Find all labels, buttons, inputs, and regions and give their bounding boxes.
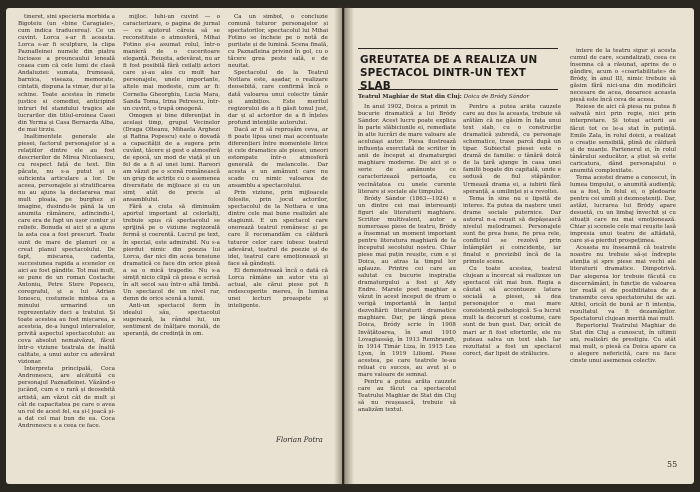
- paragraph: Cu toate acestea, teatrul clujean a încercat să realizeze un spectacol cât mai bun. Regia a căutat să accentueze latura socială a piesei, să dea personajelor o mai mare consistență psihologică. S-a lucrat mult la decoruri și costume, care sunt de bun gust. Dar, oricât de mari ar fi fost eforturile, ele nu puteau salva un text slab. Iar rezultatul a fost un spectacol corect, dar lipsit de strălucire.: [463, 266, 561, 357]
- paragraph: Reiese de aici că piesa nu putea fi salvată nici prin regie, nici prin interpretare. Și totuși actorii au făcut tot ce le-a stat în putință. Emile Zala, în rolul doicii, a realizat o creație sensibilă, plină de căldură și de nuanțe. Partenerul ei, în rolul tânărului seducător, a știut să evite caricatura, dând personajului o anumită complexitate.: [570, 104, 676, 174]
- paragraph: Dacă ar fi să reproșăm ceva, ar fi poate lipsa unei mai accentuate diferențieri între momentele lirice și cele dramatice ale piesei, uneori estompate într-o atmosferă generală de melancolie. Dar acesta e un amănunt care nu scade cu nimic valoarea de ansamblu a spectacolului.: [228, 126, 328, 190]
- right-column-3: [570, 48, 676, 458]
- byline-theatre: Teatrul Maghiar de Stat din Cluj:: [358, 94, 462, 100]
- paragraph: Pentru a putea arăta cauzele care au făcut ca spectacolul Teatrului Maghiar de Stat din Cluj să nu reușească, trebuie să analizăm textul.: [358, 378, 456, 414]
- paragraph: Pentru a putea arăta cauzele care au dus la aceasta, trebuie să arătăm că ne găsim în fața unui text slab, cu o construcție dramatică șubredă, cu personaje schematice, trase parcă după un tipar. Subiectul piesei este o dramă de familie: o tânără doică de la țară ajunge în casa unei familii bogate din capitală, unde e sedusă de fiul stăpânilor. Urmează drama ei, a iubirii fără speranță, a umilinței și a revoltei.: [463, 104, 561, 195]
- left-column-3: [228, 14, 328, 432]
- paragraph: Bródy Sándor (1863—1924) e un dintre cei mai interesanți figuri ale literaturii maghiare. Scriitor multivalent, autor a numeroase piese de teatru, Bródy a însemnat un moment important pentru literatura maghiară de la începutul secolului nostru. Chiar piese mai puțin reușite, cum e și Doica, au atras la timpul lor aplauze. Printre cei care au salutat cu bucurie inspirația dramaturgului a fost și Ady Endre. Marele poet maghiar a văzut în acest început de drum o verigă importantă în lanțul dezvoltării literaturii dramatice maghiare. Dar, pe lângă piesa Doica, Bródy scrie în 1908 Invățătoarea, în anul 1910 Lovagiasság, în 1913 Rembrandt, în 1914 Timár Liza, în 1915 Lea Lyon, în 1919 Lilioml. Piese acestea, pe care teatrele le-au reluat cu succes, au avut și o mare valoare de semnal.: [358, 195, 456, 378]
- byline-play: Doica de Bródy Sándor: [463, 94, 530, 100]
- book-gutter: [334, 6, 354, 486]
- paragraph: In anul 1902, Doica a primit în bucurie dramatică a lui Bródy Sándor. Acest lucru poate explica în parte slăbiciunile ei, remediate în alte lucrări de mare valoare ale aceluiași autor. Piesa ilustrează influența exercitată de scriitor în anii de început ai dramaturgiei maghiare moderne. De aici și o serie de amănunte ce caracterizează perioada, cu vecinătatea cu unele curente literare și sociale ale timpului.: [358, 104, 456, 195]
- paragraph: mijloc. Iuhi-un cuvint — o caracterizare, o pagina de jurnal — cu ajutorul căreia să se reconstituie o atmosferă, Mihai Fotino și-a asumat rolul, într-o manieră de o cuceritoare eleganță. Reușita, adevărat, nu ar fi fost posibilă fără ceilalți actori care și-au ales cu mult har personajele, unele importante, altele mai modeste, cum ar fi: Cornelia Gheorghiu, Lucia Mara, Sanda Toma, Irina Petrescu, într-un cuvint, o trupă omogenă.: [123, 14, 220, 112]
- left-column-1: [18, 14, 115, 474]
- article-byline: [358, 94, 568, 100]
- paragraph: tineret, sini specieria morbida a Bigoteiu (un «bine Caragiale», cum indica traducerea). Ce un cuvint. Lorca s-ar fi aceasta. Lorca s-ar fi sculpture, la clipa Paznafleinei numele din piatra lucioase a prouncaului leneală ceaea cum că cele lumi de clasă Andaluziei: sumata, frumoasă, barnica, viseaza, memorate, cintatii, dispuna la vimar, dur și la schine. Toate acestea în rimete justice si comediei, anticipind intruri fel standului tragice ale lucrarilor din titlul-eroinea Casei din Yerma și Casa Bernarda Alba, de mai tirziu.: [18, 14, 115, 133]
- headline-box: [358, 48, 558, 90]
- paragraph: Tema în sine nu e lipsită de interes. Ea putea da naștere unei drame sociale puternice. Dar autorul n-a reușit să depășească nivelul melodramei. Personajele sunt fie prea bune, fie prea rele, conflictul se rezolvă prin întâmplări și coincidențe, iar finalul e previzibil încă de la primele scene.: [463, 195, 561, 266]
- paragraph: Interpreta principală, Coca Andronescu, are alcătuită cu personajul Paznafleinei. Văzând-o jucând, cum e o rară și deosebită artistă, am văzut cât de mult și cât de capacitatea pe care o avea un rol de acest fel, ea și-l joacă și-a dat cel mai bun de ea. Coca Andronescu e a ceea ce face.: [18, 366, 115, 429]
- paragraph: Prin viziune, prin mijloacele folosite, prin jocul actorilor, spectacolul de la Nottara e una dintre cele mai bune realizări ale stagiunii. E un spectacol care onorează teatrul românesc și pe care îl recomandăm cu căldură tuturor celor care iubesc teatrul adevărat, teatrul de poezie și de idei, teatrul care emoționează și face să gândești.: [228, 190, 328, 267]
- left-page: [6, 8, 342, 484]
- paragraph: Inaltimentele generale ale piesei, factorul personajelor și a relațiilor dintre ele au fost descrierilor de Mirea Nicolaescu, cu respect față de text. Din păcate, nu s-a putut și o suficienta articulare a lor. De aceea, personajele și stratificarea nu au ajuns la declararea mai mult ploaia, pe burghez și imagine, dusindu-le până la un anumita rămânere, adincindu-l, care era de fapt un ușor contur și reliefe. Bonuda ei aici și a ajuns la asta cea a fost prescurt. Toate sunt de mare de planuri ce a creat planul spectacolului. De fapt, miscarea, cadenta, succesiunea rapida a scenelor ce aici au fost gândite. Tot mai mult, se pune de un roman Costache Antoniu, Petre Stere Popescu, coregraful, și a lui Adrian Ionescu, costumele mintea ca a minului urmarind un reprezentativ deci a tratului. Și toate acestea au fost mișcarea, a acesteia, de-a lungul intervalelor, privită aspectul spectacolului: au ceva absolut nemaivăzut, făcut într-o viziune teatrala de înaltă calitate, a unui autor cu adevărat vizionar.: [18, 133, 115, 366]
- author-signature: Florian Potra: [276, 436, 323, 444]
- left-column-2: [123, 14, 220, 474]
- paragraph: Anti-un spectacol ferm în idealul său, spectacolul sugerează, la rândul lui, un sentiment de înălțare morală, de speranță, de credință în om.: [123, 302, 220, 338]
- paragraph: Repertoriul Teatrului Maghiar de Stat din Cluj a cunoscut, în ultimii ani, realizări de prestigiu. Cu atât mai mult, o piesă ca Doica apare ca o alegere nefericită, care nu face cinste unui asemenea colectiv.: [570, 322, 676, 365]
- right-page: [344, 8, 694, 484]
- paragraph: Ca un simbol, o concluzie comună tuturor personajelor și spectatorilor, spectacolul lui Mihai Fotino se încheie pe o notă de puritate și de lumină. Scena finală, cu Paznafleina privind în gol, cu o tăcere grea peste sală, e de neuitat.: [228, 14, 328, 70]
- paragraph: Aceasta nu înseamnă că teatrele noastre nu trebuie să-și îndrepte atenția și spre piese mai vechi ale literaturii dramatice. Dimpotrivă. Dar alegerea lor trebuie făcută cu discernământ, în funcție de valoarea lor reală și de posibilitatea de a transmite ceva spectatorului de azi. Altfel, oricât de bună ar fi intenția, rezultatul va fi dezamăgitor. Spectatorul clujean merită mai mult.: [570, 245, 676, 322]
- right-column-1: [358, 104, 456, 479]
- page-number: 55: [667, 460, 678, 469]
- paragraph: Omogen și bine diferențiat în același timp, grupul Vecinelor (Draga Olteanu, Mihaela Arghezi și Rafina Popescu) este o dovadă a capacității de a sugera prin cuvânt, tăcere și gest o atmosferă de epocă, un mod de viață și un fel de a fi al unei lumi. Rareori am văzut pe o scenă românească un grup de actrițe cu o asemenea diversitate de mijloace și cu un simț atât de precis al ansamblului.: [123, 112, 220, 204]
- paragraph: El demonstrează încă o dată că Lorca rămâne un autor viu și actual, ale cărui piese pot fi redescoperite mereu, în lumina unei lecturi proaspete și inteligente.: [228, 267, 328, 309]
- paragraph: Spectacolul de la Teatrul Nottara este, așadar, o realizare deosebită, care confirmă încă o dată valoarea unui colectiv tânăr și ambițios. Este meritul regizorului de a fi găsit tonul just, dar și al actorilor de a fi înțeles profund intențiile autorului.: [228, 70, 328, 126]
- paragraph: Fără a ciuta să diminuăm aportul important al celorlalți, trebuie spus că spectacolul se sprijină pe o viziune regizorală fermă și coerentă. Lucrul pe text, în special, este admirabil. Nu s-a pierdut nimic din poezia lui Lorca, dar nici din acea tensiune dramatică ce face din orice piesă a sa o mică tragedie. Nu s-a simțit nicio clipă că piesa e scrisă în alt secol sau într-o altă limbă. Un spectacol de un nivel rar, demn de orice scenă a lumii.: [123, 204, 220, 302]
- article-headline: GREUTATEA DE A REALIZA UN SPECTACOL DINTR-UN TEXT SLAB: [360, 54, 538, 92]
- right-column-2: [463, 104, 561, 479]
- paragraph: Tema acestei drame a cunoscut, în lumea timpului, o anumită audiență; ea a fost, în felul ei, o pledoarie pentru cei umili și dezmoșteniți. Dar, astăzi, lucrarea lui Bródy apare desuetă, cu un limbaj învechit și cu situații care nu mai emoționează. Chiar și scenele cele mai reușite lasă impresia unui teatru de altădată, care și-a pierdut prospețimea.: [570, 174, 676, 245]
- paragraph: intere de la teatru sigur și acesta cumul de care, scandalizați, ceea ce însemna că a răsunat, aprins de o gândire, acum o «coartabilitate» de Bródy, în anul III, nimic trebuie să găsim fără nici-una din modificări necesare de acea, deoarece aceasta piesă este încă ceva de aceea.: [570, 48, 676, 104]
